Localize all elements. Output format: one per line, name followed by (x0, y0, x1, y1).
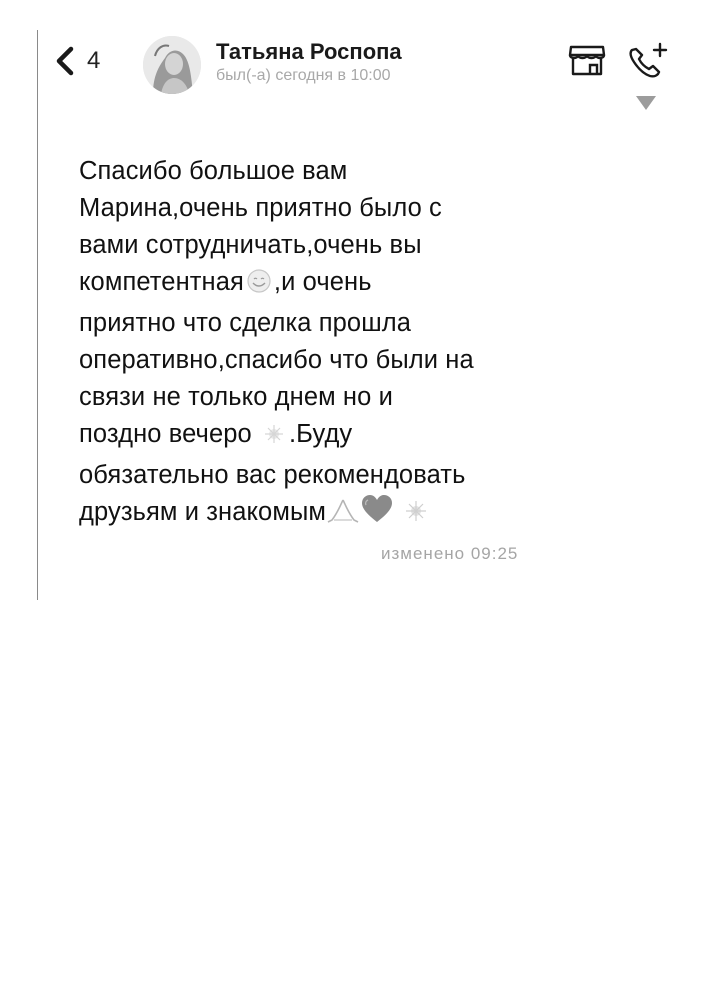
scan-border-line (37, 30, 38, 600)
message-line: Марина,очень приятно было с (79, 194, 442, 222)
message-line: вами сотрудничать,очень вы (79, 231, 422, 259)
message-fragment: поздно вечеро (79, 420, 252, 448)
message-fragment: друзьям и знакомым (79, 498, 327, 526)
contact-name[interactable]: Татьяна Роспопа (216, 39, 402, 64)
sparkle-emoji-icon (401, 498, 431, 535)
message-fragment: ,и очень (273, 268, 372, 296)
message-bubble (79, 153, 599, 535)
edited-timestamp: изменено 09:25 (381, 544, 519, 563)
message-fragment: .Буду (288, 420, 353, 448)
message-line: связи не только днем но и (79, 383, 393, 411)
message-line: обязательно вас рекомендовать (79, 461, 466, 489)
heart-emoji-icon (360, 494, 394, 535)
message-line: Спасибо большое вам (79, 157, 348, 185)
message-line (79, 494, 599, 535)
message-line (79, 416, 599, 457)
avatar[interactable] (143, 36, 201, 94)
contact-last-seen: был(-а) сегодня в 10:00 (216, 67, 391, 84)
smile-emoji-icon (244, 268, 274, 305)
sparkle-emoji-icon (259, 420, 289, 457)
triangle-down-icon[interactable] (636, 96, 656, 115)
back-button[interactable] (55, 46, 100, 76)
message-line (79, 264, 599, 305)
praying-hands-emoji-icon (326, 496, 360, 535)
message-line: приятно что сделка прошла (79, 309, 412, 337)
chevron-left-icon (55, 46, 75, 76)
chat-header (0, 30, 707, 100)
message-line: оперативно,спасибо что были на (79, 346, 474, 374)
add-call-icon[interactable] (626, 42, 670, 87)
unread-count: 4 (87, 47, 101, 74)
storefront-icon[interactable] (568, 43, 606, 82)
message-fragment: компетентная (79, 268, 244, 296)
